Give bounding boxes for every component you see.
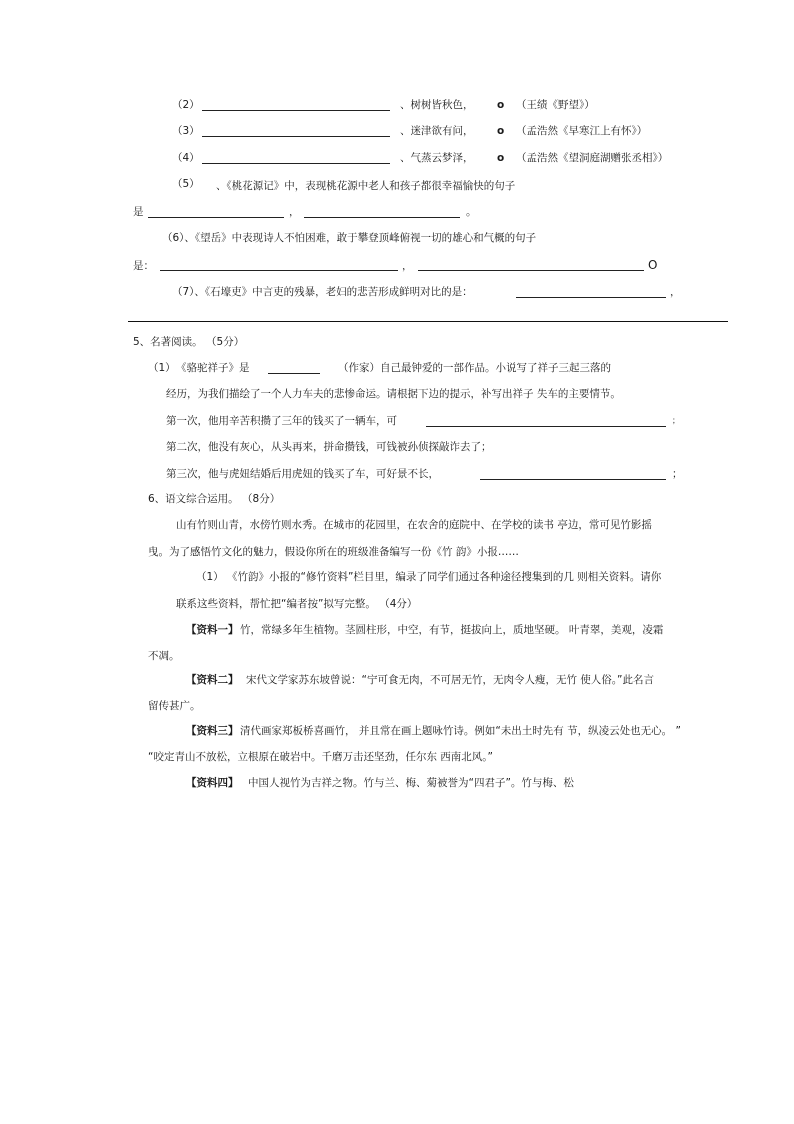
- q6-blank-1[interactable]: [160, 270, 398, 271]
- q4-verse: 、气蒸云梦泽，: [400, 152, 474, 164]
- material-4-text: 中国人视竹为吉祥之物。竹与兰、梅、菊被誉为“四君子”。竹与梅、松: [248, 777, 574, 789]
- section5-title: 5、名著阅读。 （5分）: [133, 336, 245, 348]
- q6-comma: ，: [402, 260, 413, 272]
- s5-q1-text2: 经历，为我们描绘了一个人力车夫的悲惨命运。请根据下边的提示，补写出祥子 失车的主要情节。: [166, 388, 621, 400]
- q2-source: （王绩《野望》）: [516, 99, 595, 111]
- q5-comma: ，: [289, 206, 300, 218]
- q4-mark: o: [497, 152, 505, 164]
- s6-sub1-b: 联系这些资料，帮忙把“编者按”拟写完整。 （4分）: [176, 598, 418, 610]
- material-4-label: 【资料四】: [186, 777, 239, 789]
- s5-first-end: ；: [672, 416, 680, 425]
- s5-q1-book: 《骆驼祥子》是: [176, 362, 250, 374]
- q3-verse: 、迷津欲有问，: [400, 125, 474, 137]
- q4-number: （4）: [172, 152, 200, 164]
- q3-mark: o: [497, 125, 505, 137]
- q3-number: （3）: [172, 125, 200, 137]
- s6-intro-1: 山有竹则山青，水傍竹则水秀。在城市的花园里，在农舍的庭院中、在学校的读书 亭边，常可见竹影摇: [176, 519, 652, 531]
- s5-third-blank[interactable]: [480, 479, 666, 480]
- material-2-text2: 留传甚广。: [148, 700, 201, 712]
- q7-end: ，: [670, 286, 681, 298]
- section6-title: 6、语文综合运用。 （8分）: [148, 493, 281, 505]
- q3-source: （孟浩然《早寒江上有怀》）: [516, 125, 648, 137]
- q2-mark: o: [497, 99, 505, 111]
- q4-blank[interactable]: [202, 163, 390, 164]
- q2-number: （2）: [172, 99, 200, 111]
- material-1-label: 【资料一】: [186, 624, 239, 636]
- q5-number: （5）: [172, 178, 200, 190]
- material-3-text2: “咬定青山不放松，立根原在破岩中。千磨万击还坚劲，任尔东 西南北风。”: [148, 751, 493, 763]
- s6-intro-2: 曳。为了感悟竹文化的魅力，假设你所在的班级准备编写一份《竹 韵》小报……: [148, 546, 519, 558]
- s5-first-blank[interactable]: [426, 426, 666, 427]
- material-1-text: 竹，常绿多年生植物。茎圆柱形，中空，有节，挺拔向上，质地坚硬。 叶青翠，美观，凌霜: [240, 624, 664, 636]
- q5-prefix: 是: [133, 206, 144, 218]
- material-2-label: 【资料二】: [186, 674, 239, 686]
- q5-blank-1[interactable]: [148, 217, 284, 218]
- q6-blank-2[interactable]: [418, 270, 644, 271]
- s5-q1-number: （1）: [148, 362, 176, 374]
- q5-prompt: 、《桃花源记》中，表现桃花源中老人和孩子都很幸福愉快的句子: [216, 180, 516, 192]
- s5-first: 第一次，他用辛苦积攒了三年的钱买了一辆车，可: [166, 415, 397, 427]
- q6-end: O: [648, 258, 658, 272]
- material-1-text2: 不凋。: [148, 650, 180, 662]
- s5-third-end: ；: [672, 468, 683, 480]
- q4-source: （孟浩然《望洞庭湖赠张丞相》）: [516, 152, 669, 164]
- q7-prompt: （7）、《石壕吏》中言吏的残暴，老妇的悲苦形成鲜明对比的是：: [172, 286, 473, 298]
- q5-end: 。: [466, 206, 477, 218]
- q6-prefix: 是：: [133, 260, 154, 272]
- material-3-text: 清代画家郑板桥喜画竹， 并且常在画上题咏竹诗。例如“未出土时先有 节，纵凌云处也无心。 ”: [240, 725, 681, 737]
- s6-sub1-a: （1） 《竹韵》小报的“修竹资料”栏目里，编录了同学们通过各种途径搜集到的几 则相关资料。请你: [196, 571, 662, 583]
- section-divider: [128, 321, 728, 322]
- q7-blank[interactable]: [516, 297, 666, 298]
- material-3-label: 【资料三】: [186, 725, 239, 737]
- q2-blank[interactable]: [202, 110, 390, 111]
- s5-q1-text: （作家）自己最钟爱的一部作品。小说写了祥子三起三落的: [338, 362, 611, 374]
- q6-prompt: （6）、《望岳》中表现诗人不怕困难，敢于攀登顶峰俯视一切的雄心和气概的句子: [162, 232, 537, 244]
- q5-blank-2[interactable]: [304, 217, 460, 218]
- q2-verse: 、树树皆秋色，: [400, 99, 474, 111]
- material-2-text: 宋代文学家苏东坡曾说：“宁可食无肉，不可居无竹，无肉令人瘦，无竹 使人俗。”此名言: [246, 674, 654, 686]
- s5-author-blank[interactable]: [268, 373, 320, 374]
- q3-blank[interactable]: [202, 136, 390, 137]
- s5-second: 第二次，他没有灰心，从头再来，拼命攒钱，可钱被孙侦探敲诈去了；: [166, 441, 492, 453]
- s5-third: 第三次，他与虎妞结婚后用虎妞的钱买了车，可好景不长，: [166, 468, 439, 480]
